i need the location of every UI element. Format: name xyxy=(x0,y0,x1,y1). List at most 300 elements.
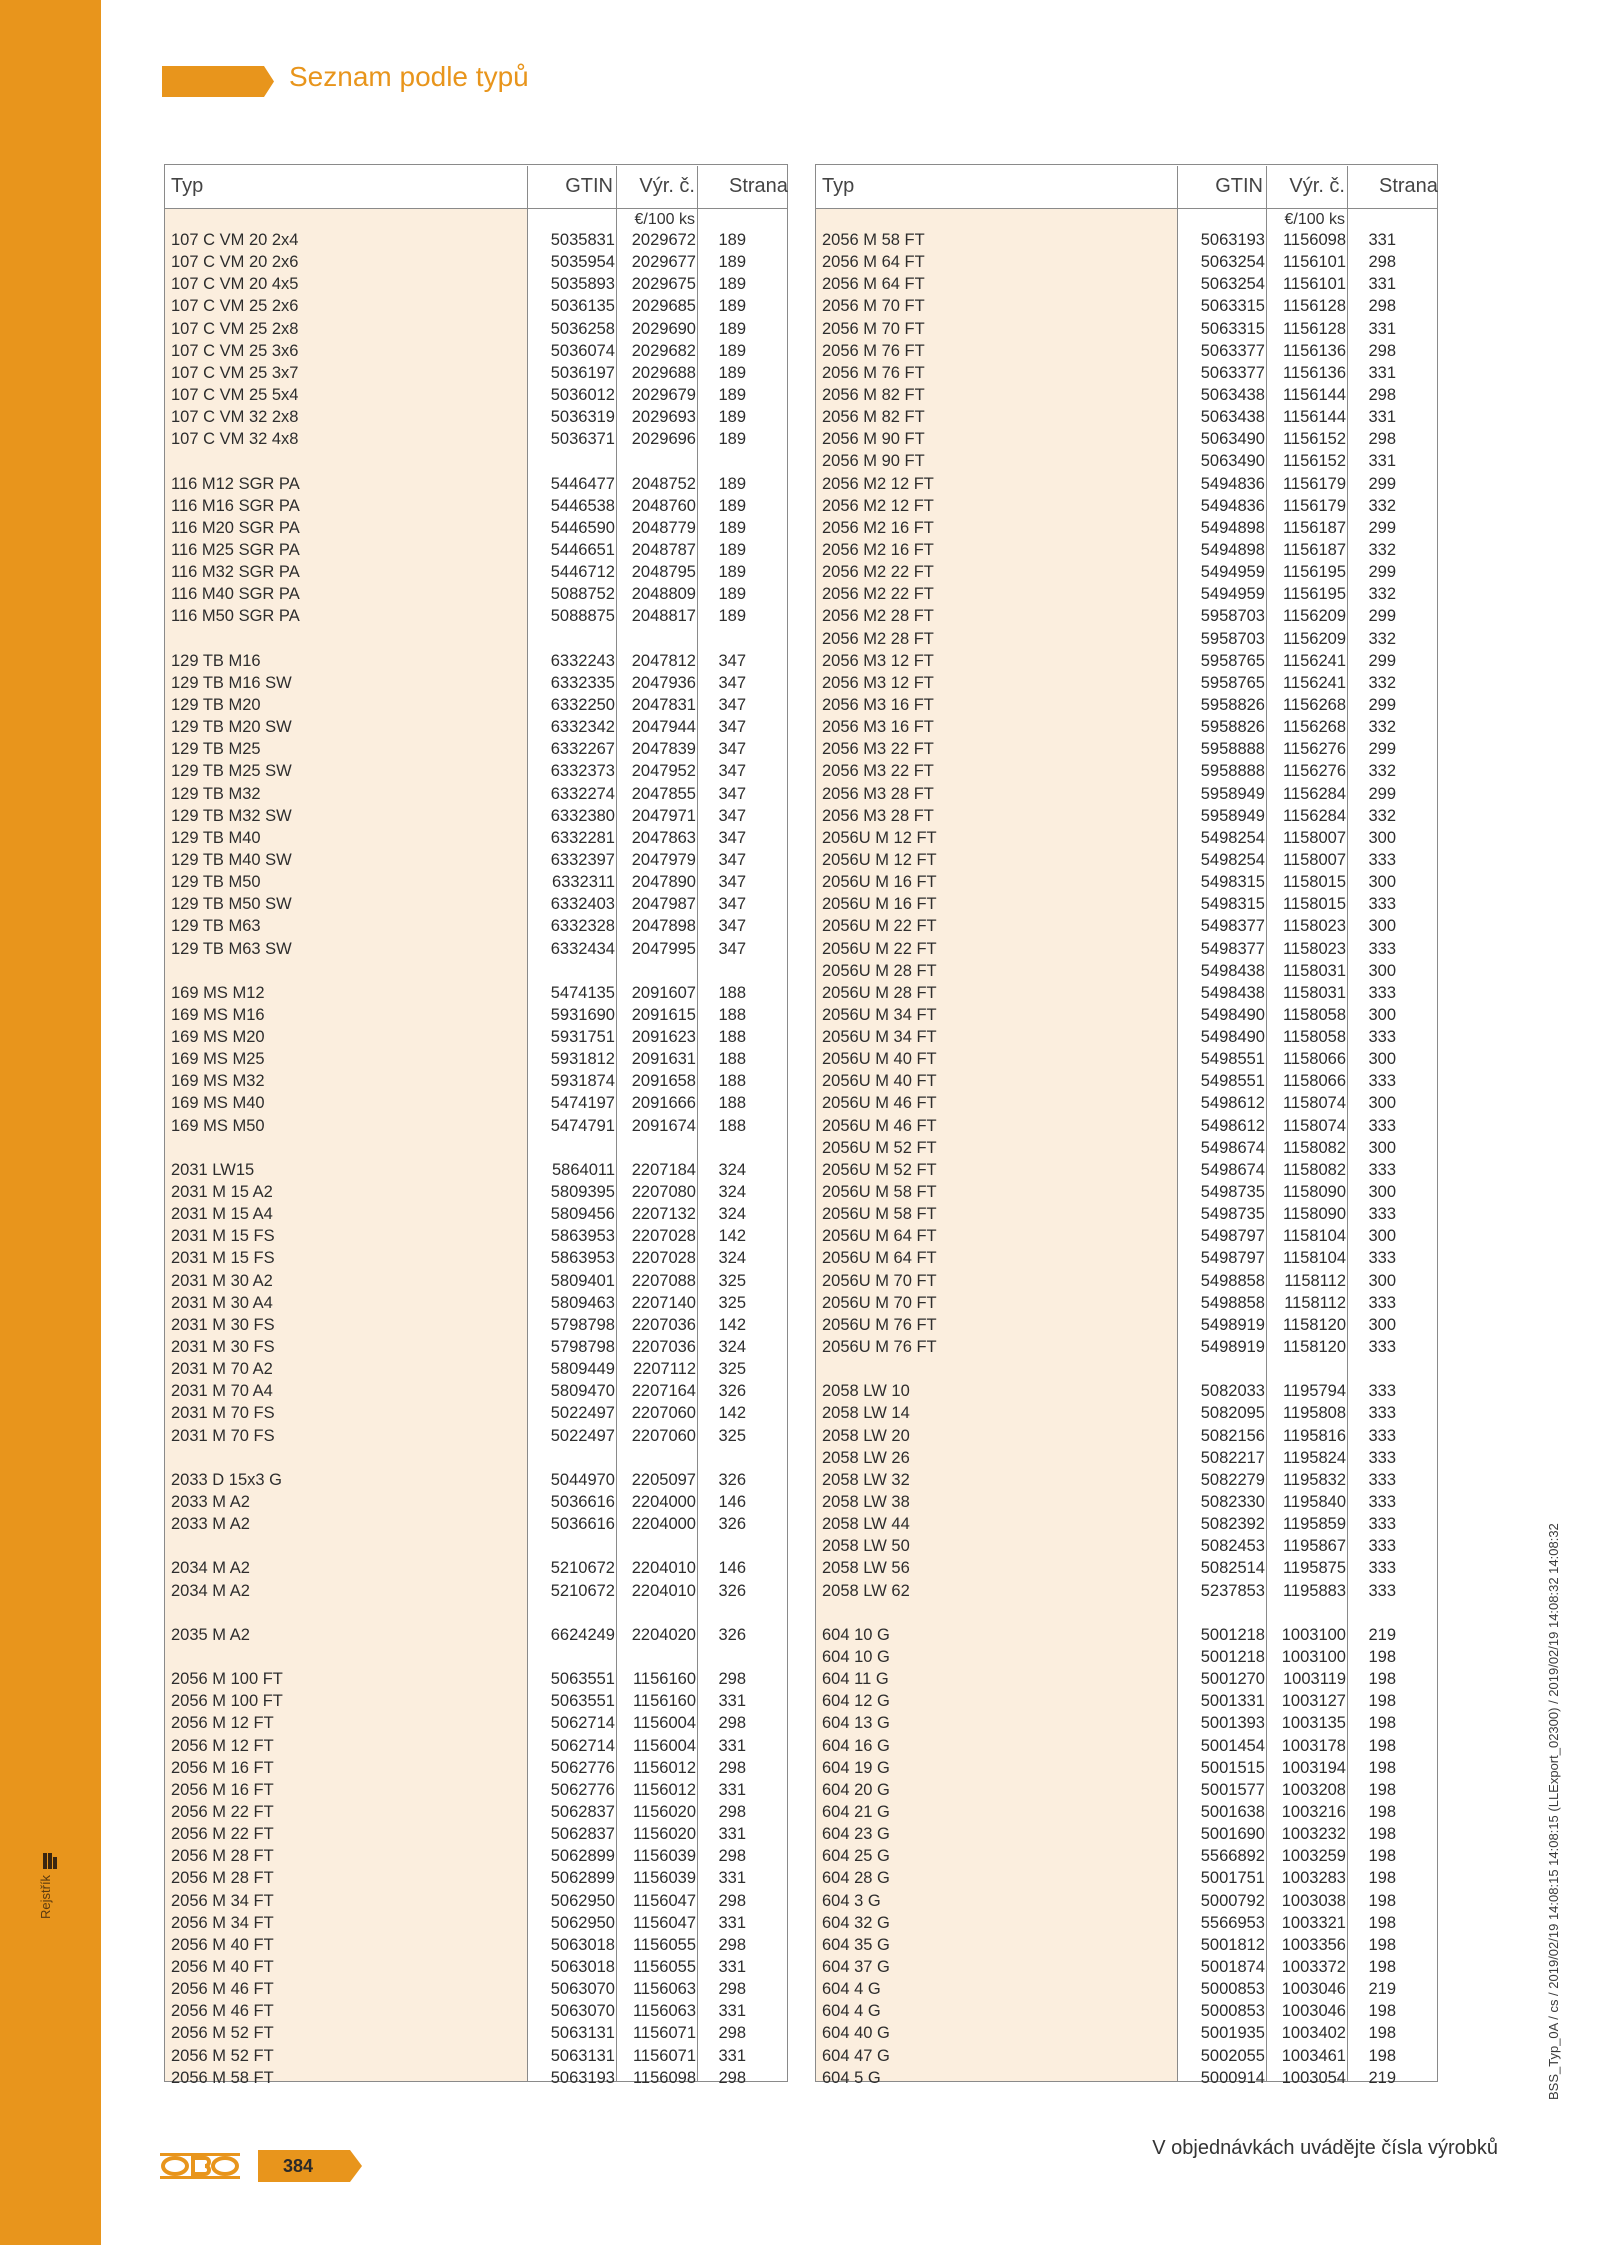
table-row xyxy=(816,1956,1437,1978)
cell-gtin: 5063070 xyxy=(550,2002,615,2021)
cell-typ: 2056U M 70 FT xyxy=(822,1271,937,1290)
type-table-left xyxy=(164,164,788,2087)
cell-vyr-c: 1158112 xyxy=(1284,1293,1346,1312)
cell-strana: 332 xyxy=(1368,629,1396,648)
cell-gtin: 5498674 xyxy=(1200,1160,1265,1179)
cell-typ: 604 35 G xyxy=(822,1935,890,1954)
column-header-typ: Typ xyxy=(171,175,204,197)
cell-gtin: 5446590 xyxy=(550,518,615,537)
cell-gtin: 5958703 xyxy=(1200,607,1265,626)
cell-gtin: 5864011 xyxy=(551,1160,615,1179)
cell-vyr-c: 2207036 xyxy=(631,1315,696,1334)
cell-vyr-c: 2091623 xyxy=(631,1028,696,1047)
cell-vyr-c: 2029675 xyxy=(631,275,696,294)
cell-vyr-c: 2091607 xyxy=(631,983,696,1002)
cell-strana: 300 xyxy=(1368,917,1396,936)
cell-vyr-c: 1156152 xyxy=(1282,452,1346,471)
cell-gtin: 5063551 xyxy=(550,1692,615,1711)
cell-strana: 198 xyxy=(1368,1714,1396,1733)
cell-gtin: 5044970 xyxy=(550,1470,615,1489)
table-row xyxy=(165,1867,787,1889)
cell-strana: 198 xyxy=(1368,1957,1396,1976)
cell-typ: 2056 M 82 FT xyxy=(822,385,925,404)
cell-gtin: 5498797 xyxy=(1200,1227,1265,1246)
cell-gtin: 5958703 xyxy=(1200,629,1265,648)
cell-typ: 2056U M 76 FT xyxy=(822,1338,937,1357)
cell-vyr-c: 2029690 xyxy=(631,319,696,338)
table-row xyxy=(165,273,787,295)
cell-vyr-c: 2091674 xyxy=(631,1116,696,1135)
cell-vyr-c: 1156055 xyxy=(632,1957,696,1976)
cell-typ: 116 M20 SGR PA xyxy=(171,518,300,537)
cell-vyr-c: 2047839 xyxy=(631,740,696,759)
table-row xyxy=(816,1026,1437,1048)
cell-strana: 347 xyxy=(718,740,746,759)
cell-typ: 2056U M 70 FT xyxy=(822,1293,937,1312)
cell-typ: 2056 M 76 FT xyxy=(822,341,925,360)
cell-gtin: 5063377 xyxy=(1200,341,1265,360)
cell-gtin: 5063490 xyxy=(1200,452,1265,471)
cell-gtin: 5063018 xyxy=(550,1957,615,1976)
table-row xyxy=(816,960,1437,982)
table-row xyxy=(165,362,787,384)
cell-gtin: 5474135 xyxy=(550,983,615,1002)
cell-strana: 299 xyxy=(1368,784,1396,803)
cell-strana: 142 xyxy=(718,1404,746,1423)
cell-typ: 116 M12 SGR PA xyxy=(171,474,300,493)
cell-vyr-c: 1156039 xyxy=(632,1847,696,1866)
table-row xyxy=(165,1425,787,1447)
cell-gtin: 5063315 xyxy=(1200,297,1265,316)
cell-vyr-c: 2047831 xyxy=(631,695,696,714)
table-row xyxy=(165,1469,787,1491)
cell-strana: 333 xyxy=(1368,939,1396,958)
cell-typ: 116 M50 SGR PA xyxy=(171,607,300,626)
cell-gtin: 5063438 xyxy=(1200,385,1265,404)
table-row xyxy=(816,406,1437,428)
cell-strana: 333 xyxy=(1368,1116,1396,1135)
cell-strana: 298 xyxy=(718,2024,746,2043)
cell-gtin: 5446651 xyxy=(550,540,615,559)
table-row xyxy=(165,1513,787,1535)
cell-vyr-c: 1003356 xyxy=(1281,1935,1346,1954)
cell-typ: 2056U M 52 FT xyxy=(822,1160,937,1179)
cell-gtin: 6332380 xyxy=(550,806,615,825)
cell-typ: 2031 M 70 A2 xyxy=(171,1360,273,1379)
cell-typ: 107 C VM 20 2x6 xyxy=(171,253,299,272)
cell-gtin: 5498315 xyxy=(1200,895,1265,914)
cell-strana: 188 xyxy=(718,983,746,1002)
cell-vyr-c: 1156284 xyxy=(1282,784,1346,803)
table-row xyxy=(816,1491,1437,1513)
cell-strana: 326 xyxy=(718,1581,746,1600)
cell-gtin: 5036197 xyxy=(550,363,615,382)
cell-gtin: 5498438 xyxy=(1200,983,1265,1002)
cell-typ: 169 MS M25 xyxy=(171,1050,265,1069)
table-row xyxy=(816,1624,1437,1646)
cell-vyr-c: 1158015 xyxy=(1282,895,1346,914)
cell-vyr-c: 1158082 xyxy=(1282,1160,1346,1179)
cell-typ: 2056 M 52 FT xyxy=(171,2046,274,2065)
table-row xyxy=(816,1070,1437,1092)
cell-typ: 2056 M 22 FT xyxy=(171,1802,274,1821)
cell-vyr-c: 1158031 xyxy=(1282,983,1346,1002)
cell-vyr-c: 2047863 xyxy=(631,828,696,847)
cell-vyr-c: 1003100 xyxy=(1281,1625,1346,1644)
cell-vyr-c: 1156063 xyxy=(632,2002,696,2021)
table-row xyxy=(816,1181,1437,1203)
table-row xyxy=(816,561,1437,583)
cell-gtin: 5958888 xyxy=(1200,740,1265,759)
cell-typ: 2056 M 90 FT xyxy=(822,452,925,471)
cell-vyr-c: 2091666 xyxy=(631,1094,696,1113)
cell-vyr-c: 2047995 xyxy=(631,939,696,958)
table-row xyxy=(165,915,787,937)
table-row xyxy=(816,1779,1437,1801)
cell-vyr-c: 1158090 xyxy=(1282,1183,1346,1202)
table-row xyxy=(816,1602,1437,1624)
cell-gtin: 5082217 xyxy=(1200,1448,1265,1467)
cell-gtin: 5958949 xyxy=(1200,784,1265,803)
cell-typ: 2033 M A2 xyxy=(171,1515,250,1534)
table-row xyxy=(165,1580,787,1602)
table-row xyxy=(165,2067,787,2089)
cell-gtin: 5446477 xyxy=(550,474,615,493)
cell-vyr-c: 1003046 xyxy=(1281,2002,1346,2021)
cell-typ: 604 21 G xyxy=(822,1802,890,1821)
cell-typ: 2056 M2 22 FT xyxy=(822,585,934,604)
cell-vyr-c: 1156144 xyxy=(1282,408,1346,427)
cell-typ: 129 TB M32 SW xyxy=(171,806,292,825)
table-row xyxy=(165,1646,787,1668)
table-row xyxy=(165,893,787,915)
cell-strana: 333 xyxy=(1368,1448,1396,1467)
cell-strana: 333 xyxy=(1368,1338,1396,1357)
cell-strana: 299 xyxy=(1368,695,1396,714)
cell-vyr-c: 1158058 xyxy=(1282,1005,1346,1024)
table-row xyxy=(165,1757,787,1779)
cell-typ: 2056 M 64 FT xyxy=(822,275,925,294)
cell-strana: 300 xyxy=(1368,1183,1396,1202)
cell-gtin: 5446712 xyxy=(550,563,615,582)
cell-vyr-c: 2207112 xyxy=(632,1360,696,1379)
cell-vyr-c: 1158104 xyxy=(1282,1249,1346,1268)
table-row xyxy=(165,517,787,539)
cell-vyr-c: 2047812 xyxy=(631,651,696,670)
cell-typ: 2056 M3 16 FT xyxy=(822,695,934,714)
cell-typ: 2033 M A2 xyxy=(171,1493,250,1512)
cell-vyr-c: 1158074 xyxy=(1282,1116,1346,1135)
cell-strana: 331 xyxy=(1368,363,1396,382)
cell-typ: 2056 M 28 FT xyxy=(171,1869,274,1888)
cell-strana: 298 xyxy=(1368,341,1396,360)
table-row xyxy=(816,716,1437,738)
cell-gtin: 5035954 xyxy=(550,253,615,272)
table-row xyxy=(165,849,787,871)
cell-gtin: 6332281 xyxy=(550,828,615,847)
cell-typ: 169 MS M16 xyxy=(171,1005,265,1024)
cell-gtin: 5063193 xyxy=(1200,231,1265,249)
table-row xyxy=(165,1048,787,1070)
table-row xyxy=(165,1535,787,1557)
cell-gtin: 5809449 xyxy=(550,1360,615,1379)
page-title: Seznam podle typů xyxy=(289,61,529,92)
cell-strana: 198 xyxy=(1368,1736,1396,1755)
cell-gtin: 6332274 xyxy=(550,784,615,803)
cell-vyr-c: 1195808 xyxy=(1282,1404,1346,1423)
cell-strana: 331 xyxy=(718,1780,746,1799)
cell-typ: 129 TB M32 xyxy=(171,784,261,803)
cell-vyr-c: 1156179 xyxy=(1282,474,1346,493)
cell-gtin: 5931751 xyxy=(550,1028,615,1047)
table-row xyxy=(165,229,787,251)
cell-strana: 347 xyxy=(718,718,746,737)
cell-vyr-c: 2047890 xyxy=(631,873,696,892)
table-row xyxy=(165,760,787,782)
cell-strana: 326 xyxy=(718,1625,746,1644)
cell-typ: 129 TB M50 SW xyxy=(171,895,292,914)
cell-gtin: 5809456 xyxy=(550,1205,615,1224)
cell-strana: 142 xyxy=(718,1227,746,1246)
header-tab-icon xyxy=(162,66,274,97)
cell-strana: 332 xyxy=(1368,496,1396,515)
cell-gtin: 5494836 xyxy=(1200,496,1265,515)
cell-vyr-c: 2207028 xyxy=(631,1249,696,1268)
cell-strana: 198 xyxy=(1368,1758,1396,1777)
cell-typ: 2056 M 70 FT xyxy=(822,297,925,316)
cell-typ: 2056 M3 16 FT xyxy=(822,718,934,737)
cell-vyr-c: 1156136 xyxy=(1282,341,1346,360)
cell-vyr-c: 1003461 xyxy=(1281,2046,1346,2065)
cell-typ: 129 TB M50 xyxy=(171,873,261,892)
table-row xyxy=(165,650,787,672)
cell-strana: 189 xyxy=(718,430,746,449)
cell-vyr-c: 1158058 xyxy=(1282,1028,1346,1047)
cell-gtin: 5082453 xyxy=(1200,1537,1265,1556)
cell-vyr-c: 2091658 xyxy=(631,1072,696,1091)
cell-gtin: 5498612 xyxy=(1200,1094,1265,1113)
table-row xyxy=(816,1358,1437,1380)
cell-strana: 198 xyxy=(1368,1780,1396,1799)
table-row xyxy=(816,694,1437,716)
cell-gtin: 5798798 xyxy=(550,1338,615,1357)
cell-typ: 604 4 G xyxy=(822,2002,881,2021)
cell-gtin: 5498919 xyxy=(1200,1315,1265,1334)
cell-typ: 604 19 G xyxy=(822,1758,890,1777)
cell-strana: 333 xyxy=(1368,1205,1396,1224)
cell-strana: 189 xyxy=(718,253,746,272)
table-row xyxy=(816,1004,1437,1026)
cell-vyr-c: 2048809 xyxy=(631,585,696,604)
cell-strana: 331 xyxy=(1368,408,1396,427)
table-row xyxy=(816,1048,1437,1070)
table-row xyxy=(165,1181,787,1203)
table-row xyxy=(816,628,1437,650)
cell-typ: 2031 M 70 FS xyxy=(171,1426,275,1445)
cell-gtin: 5088752 xyxy=(550,585,615,604)
cell-strana: 189 xyxy=(718,585,746,604)
cell-gtin: 6332250 xyxy=(550,695,615,714)
cell-vyr-c: 1156020 xyxy=(632,1825,696,1844)
cell-gtin: 5001751 xyxy=(1200,1869,1265,1888)
cell-strana: 299 xyxy=(1368,607,1396,626)
cell-vyr-c: 1156071 xyxy=(632,2024,696,2043)
table-row xyxy=(816,672,1437,694)
cell-strana: 300 xyxy=(1368,1050,1396,1069)
cell-gtin: 5036319 xyxy=(550,408,615,427)
cell-gtin: 5062714 xyxy=(550,1714,615,1733)
cell-vyr-c: 1156187 xyxy=(1282,540,1346,559)
cell-strana: 333 xyxy=(1368,1493,1396,1512)
cell-typ: 2056 M3 12 FT xyxy=(822,651,934,670)
cell-vyr-c: 1156268 xyxy=(1282,695,1346,714)
column-header-gtin: GTIN xyxy=(1215,175,1263,197)
cell-typ: 2031 M 15 A2 xyxy=(171,1183,273,1202)
cell-vyr-c: 2204000 xyxy=(631,1515,696,1534)
cell-vyr-c: 1003232 xyxy=(1281,1825,1346,1844)
cell-gtin: 5002055 xyxy=(1200,2046,1265,2065)
cell-strana: 198 xyxy=(1368,2046,1396,2065)
cell-strana: 324 xyxy=(718,1205,746,1224)
cell-gtin: 5063490 xyxy=(1200,430,1265,449)
cell-typ: 107 C VM 25 5x4 xyxy=(171,385,299,404)
cell-vyr-c: 2029677 xyxy=(631,253,696,272)
cell-vyr-c: 1003259 xyxy=(1281,1847,1346,1866)
cell-gtin: 5036135 xyxy=(550,297,615,316)
cell-gtin: 5088875 xyxy=(550,607,615,626)
cell-gtin: 5000914 xyxy=(1200,2068,1265,2087)
table-row xyxy=(165,1624,787,1646)
table-row xyxy=(165,495,787,517)
cell-vyr-c: 1156144 xyxy=(1282,385,1346,404)
table-row xyxy=(165,1823,787,1845)
table-row xyxy=(165,960,787,982)
cell-strana: 189 xyxy=(718,297,746,316)
table-header xyxy=(816,165,1437,209)
cell-vyr-c: 2029685 xyxy=(631,297,696,316)
table-rows xyxy=(816,229,1437,2089)
cell-gtin: 5001690 xyxy=(1200,1825,1265,1844)
cell-gtin: 5000853 xyxy=(1200,2002,1265,2021)
cell-typ: 2056U M 52 FT xyxy=(822,1138,937,1157)
cell-vyr-c: 1003100 xyxy=(1281,1648,1346,1666)
table-row xyxy=(165,1225,787,1247)
cell-vyr-c: 2207164 xyxy=(631,1382,696,1401)
cell-strana: 333 xyxy=(1368,1249,1396,1268)
cell-vyr-c: 1195824 xyxy=(1282,1448,1346,1467)
cell-gtin: 6332342 xyxy=(550,718,615,737)
cell-typ: 604 5 G xyxy=(822,2068,881,2087)
cell-strana: 326 xyxy=(718,1470,746,1489)
table-row xyxy=(816,1535,1437,1557)
table-row xyxy=(816,583,1437,605)
cell-vyr-c: 1158112 xyxy=(1284,1271,1346,1290)
cell-strana: 198 xyxy=(1368,1913,1396,1932)
cell-gtin: 6624249 xyxy=(550,1625,615,1644)
table-row xyxy=(165,628,787,650)
cell-vyr-c: 2047987 xyxy=(631,895,696,914)
table-row xyxy=(816,1712,1437,1734)
cell-vyr-c: 1195840 xyxy=(1282,1493,1346,1512)
cell-typ: 2056U M 12 FT xyxy=(822,850,937,869)
cell-vyr-c: 1156241 xyxy=(1282,651,1346,670)
cell-strana: 300 xyxy=(1368,1094,1396,1113)
cell-strana: 298 xyxy=(718,1847,746,1866)
cell-typ: 2056U M 64 FT xyxy=(822,1249,937,1268)
cell-typ: 604 28 G xyxy=(822,1869,890,1888)
cell-strana: 198 xyxy=(1368,2002,1396,2021)
cell-strana: 331 xyxy=(718,1736,746,1755)
cell-vyr-c: 2047855 xyxy=(631,784,696,803)
cell-vyr-c: 1003208 xyxy=(1281,1780,1346,1799)
cell-gtin: 5063551 xyxy=(550,1670,615,1689)
table-row xyxy=(816,1447,1437,1469)
cell-vyr-c: 2207028 xyxy=(631,1227,696,1246)
cell-typ: 2056U M 76 FT xyxy=(822,1315,937,1334)
cell-gtin: 5863953 xyxy=(550,1249,615,1268)
cell-typ: 2056 M2 12 FT xyxy=(822,496,934,515)
obo-logo xyxy=(159,2149,241,2183)
cell-typ: 2056 M2 28 FT xyxy=(822,629,934,648)
table-row xyxy=(816,1137,1437,1159)
cell-typ: 2056 M3 22 FT xyxy=(822,740,934,759)
cell-vyr-c: 2047952 xyxy=(631,762,696,781)
cell-vyr-c: 1156101 xyxy=(1282,275,1346,294)
cell-vyr-c: 1158007 xyxy=(1282,850,1346,869)
cell-gtin: 5062837 xyxy=(550,1802,615,1821)
table-row xyxy=(165,1934,787,1956)
cell-typ: 2058 LW 44 xyxy=(822,1515,910,1534)
cell-strana: 333 xyxy=(1368,1515,1396,1534)
cell-strana: 347 xyxy=(718,651,746,670)
cell-typ: 2056 M 16 FT xyxy=(171,1758,274,1777)
export-reference: BSS_Typ_0A / cs / 2019/02/19 14:08:15 14:08:15 (LLExport_02300) / 2019/02/19 14:08:32 14:08:32 xyxy=(1546,1523,1561,2100)
cell-gtin: 5062899 xyxy=(550,1869,615,1888)
table-row xyxy=(816,1314,1437,1336)
cell-gtin: 5062950 xyxy=(550,1913,615,1932)
table-row xyxy=(165,1491,787,1513)
cell-typ: 604 20 G xyxy=(822,1780,890,1799)
cell-gtin: 5063438 xyxy=(1200,408,1265,427)
cell-strana: 331 xyxy=(718,1825,746,1844)
cell-typ: 2056 M 22 FT xyxy=(171,1825,274,1844)
cell-gtin: 5000792 xyxy=(1200,1891,1265,1910)
table-row xyxy=(165,1159,787,1181)
cell-gtin: 5063377 xyxy=(1200,363,1265,382)
cell-gtin: 5474197 xyxy=(550,1094,615,1113)
table-row xyxy=(816,1225,1437,1247)
table-row xyxy=(816,1978,1437,2000)
table-row xyxy=(816,473,1437,495)
cell-typ: 2058 LW 20 xyxy=(822,1426,910,1445)
cell-typ: 2031 M 30 A2 xyxy=(171,1271,273,1290)
cell-gtin: 5062714 xyxy=(550,1736,615,1755)
cell-strana: 189 xyxy=(718,408,746,427)
cell-strana: 298 xyxy=(718,1758,746,1777)
table-row xyxy=(816,1292,1437,1314)
cell-vyr-c: 1156128 xyxy=(1282,297,1346,316)
cell-strana: 347 xyxy=(718,917,746,936)
cell-strana: 324 xyxy=(718,1160,746,1179)
table-row xyxy=(816,1912,1437,1934)
cell-strana: 332 xyxy=(1368,718,1396,737)
cell-vyr-c: 1158031 xyxy=(1282,961,1346,980)
cell-vyr-c: 1195816 xyxy=(1282,1426,1346,1445)
table-row xyxy=(816,1270,1437,1292)
cell-strana: 198 xyxy=(1368,1825,1396,1844)
cell-vyr-c: 1158082 xyxy=(1282,1138,1346,1157)
cell-strana: 347 xyxy=(718,673,746,692)
